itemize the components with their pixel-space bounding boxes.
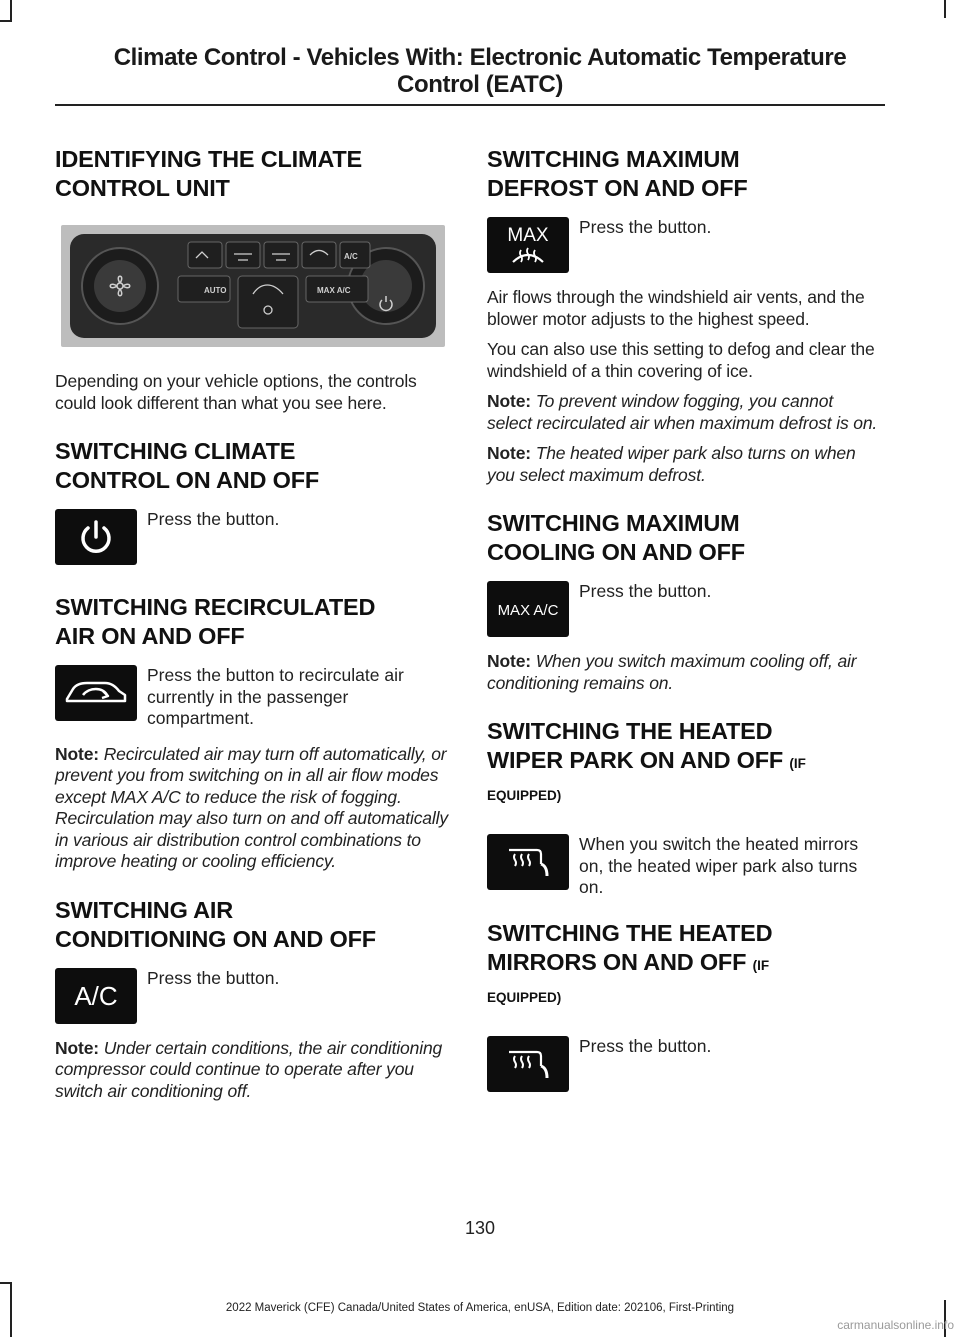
watermark: carmanualsonline.info	[837, 1318, 954, 1332]
instruction-row	[487, 581, 881, 637]
instruction-row	[487, 217, 881, 273]
note-paragraph: Note: Recirculated air may turn off automatically, or prevent you from switching on in all air flow modes except MAX A/C to reduce the risk of fogging. Recirculation may also turn on and off automatically in various air distribution control combinations to improve heating or cooling efficiency.	[55, 743, 448, 871]
section-maximum-defrost	[487, 145, 881, 486]
instruction-row	[487, 834, 881, 899]
section-heading: SWITCHING THE HEATED MIRRORS ON AND OFF (IF EQUIPPED)	[487, 919, 773, 1005]
instruction-row	[487, 1036, 881, 1092]
identify-body-text: Depending on your vehicle options, the controls could look different than what you see here.	[55, 371, 417, 413]
header-title-line2: Control (EATC)	[397, 71, 563, 98]
power-icon	[76, 517, 116, 557]
instruction-text: Press the button.	[579, 581, 712, 601]
max-defrost-button-icon-tile	[487, 217, 569, 273]
page-header-title	[40, 44, 920, 98]
heated-mirror-button-icon-tile	[487, 1036, 569, 1092]
panel-label-ac: A/C	[344, 252, 358, 261]
instruction-row	[55, 509, 449, 565]
instruction-text: Press the button to recirculate air currently in the passenger compartment.	[147, 665, 404, 728]
section-maximum-cooling	[487, 509, 881, 694]
section-air-conditioning	[55, 896, 449, 1103]
instruction-text: Press the button.	[147, 967, 280, 988]
climate-control-unit-illustration	[68, 230, 438, 342]
section-heading: SWITCHING AIR CONDITIONING ON AND OFF	[55, 896, 376, 952]
note-paragraph: Note: The heated wiper park also turns on when you select maximum defrost.	[487, 443, 856, 485]
max-ac-icon-label: MAX A/C	[497, 602, 559, 619]
heated-mirror-icon	[503, 842, 553, 882]
instruction-row	[55, 968, 449, 1024]
crop-mark	[10, 0, 12, 22]
section-climate-control-on-off	[55, 437, 449, 565]
max-ac-icon	[489, 594, 567, 624]
ac-icon-label: A/C	[74, 980, 118, 1011]
ac-button-icon-tile	[55, 968, 137, 1024]
note-paragraph: Note: Under certain conditions, the air conditioning compressor could continue to operate after you switch air conditioning off.	[55, 1037, 443, 1101]
max-defrost-icon-label: MAX	[507, 225, 549, 246]
page-number: 130	[464, 1218, 496, 1238]
section-heading: IDENTIFYING THE CLIMATE CONTROL UNIT	[55, 146, 362, 201]
crop-mark	[0, 1282, 12, 1284]
section-heading: SWITCHING THE HEATED WIPER PARK ON AND OFF (IF EQUIPPED)	[487, 718, 806, 803]
section-heated-mirrors	[487, 919, 881, 1092]
note-paragraph: Note: To prevent window fogging, you cannot select recirculated air when maximum defrost is on.	[487, 391, 878, 433]
section-recirculated-air	[55, 593, 449, 873]
header-title-line1: Climate Control - Vehicles With: Electronic Automatic Temperature	[113, 44, 847, 71]
instruction-text: Press the button.	[147, 509, 280, 529]
right-column	[487, 145, 881, 1106]
max-defrost-icon	[493, 220, 563, 270]
crop-mark	[944, 0, 946, 18]
crop-mark	[0, 20, 12, 22]
panel-label-auto: AUTO	[204, 286, 227, 295]
power-button-icon-tile	[55, 509, 137, 565]
recirculation-icon	[61, 675, 131, 711]
max-ac-button-icon-tile	[487, 581, 569, 637]
section-heading: SWITCHING CLIMATE CONTROL ON AND OFF	[55, 438, 320, 493]
section-heading: SWITCHING MAXIMUM DEFROST ON AND OFF	[487, 146, 748, 201]
instruction-row	[55, 665, 449, 730]
header-divider	[55, 104, 885, 106]
climate-control-panel-image	[61, 225, 445, 347]
recirculation-button-icon-tile	[55, 665, 137, 721]
section-heading: SWITCHING RECIRCULATED AIR ON AND OFF	[55, 594, 376, 649]
left-column	[55, 145, 449, 1111]
instruction-text: Press the button.	[579, 217, 712, 237]
body-paragraph: Air flows through the windshield air vents, and the blower motor adjusts to the highest speed.	[487, 287, 865, 329]
body-paragraph: You can also use this setting to defog and clear the windshield of a thin covering of ice.	[487, 339, 875, 381]
panel-label-max-ac: MAX A/C	[317, 286, 351, 295]
section-heated-wiper-park	[487, 717, 881, 899]
page-footer: 2022 Maverick (CFE) Canada/United States of America, enUSA, Edition date: 202106, First-Printing	[225, 1302, 735, 1314]
heated-mirror-icon	[503, 1044, 553, 1084]
ac-icon	[61, 976, 131, 1016]
instruction-text: When you switch the heated mirrors on, the heated wiper park also turns on.	[579, 834, 859, 897]
note-paragraph: Note: When you switch maximum cooling off, air conditioning remains on.	[487, 651, 857, 693]
section-identifying-climate-control	[55, 145, 449, 414]
heated-mirror-button-icon-tile	[487, 834, 569, 890]
instruction-text: Press the button.	[579, 1035, 712, 1056]
section-heading: SWITCHING MAXIMUM COOLING ON AND OFF	[487, 510, 745, 565]
